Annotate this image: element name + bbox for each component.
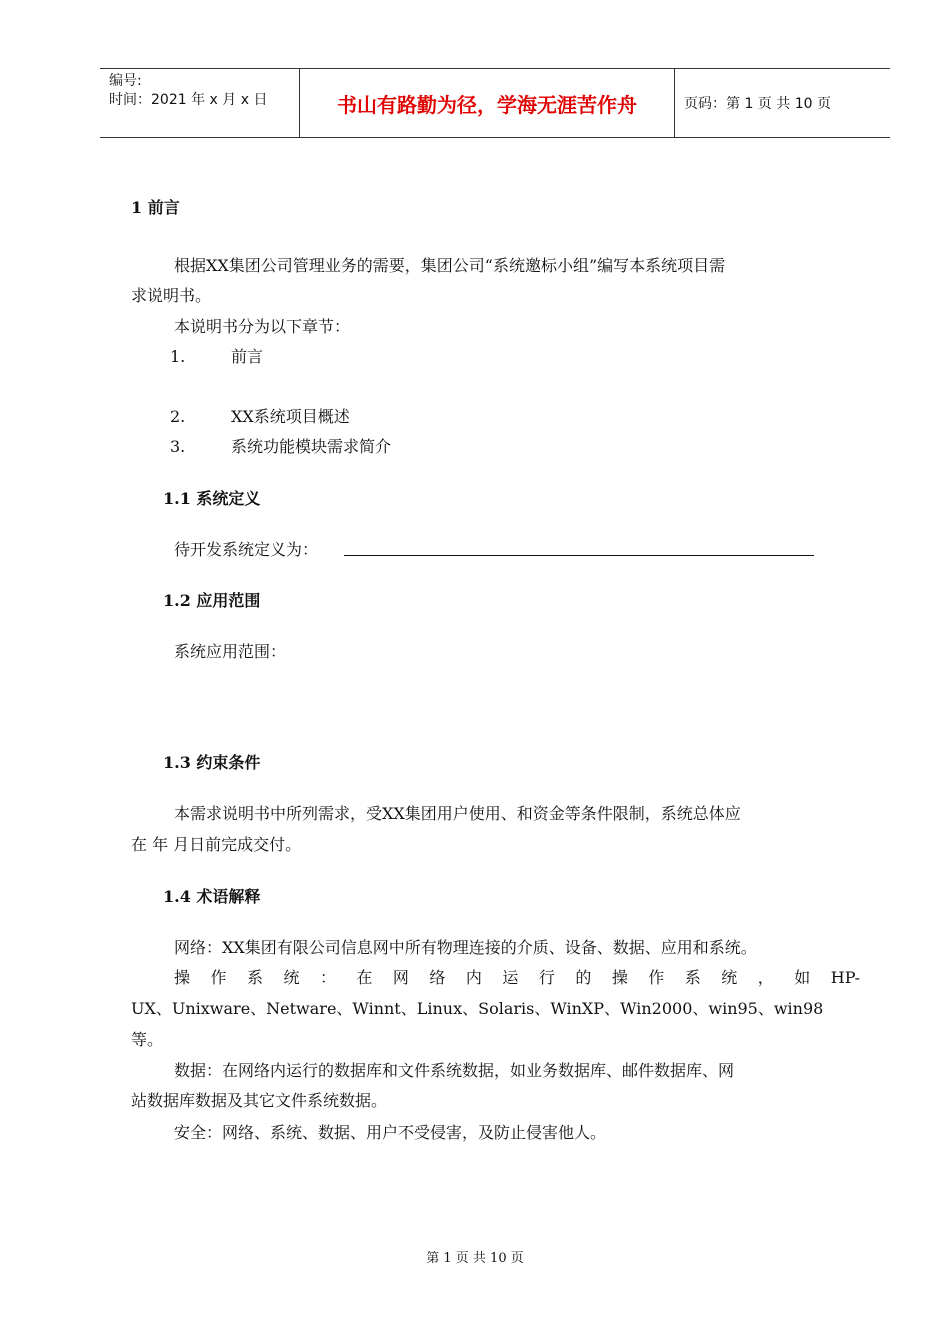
term-network: 网络：XX集团有限公司信息网中所有物理连接的介质、设备、数据、应用和系统。 — [174, 938, 757, 957]
chapters-intro: 本说明书分为以下章节： — [174, 317, 351, 336]
document-time-label: 时间：2021 年 x 月 x 日 — [109, 92, 268, 108]
system-definition-label: 待开发系统定义为： — [174, 540, 319, 559]
constraints-line2: 在 年 月日前完成交付。 — [131, 835, 302, 854]
constraints-line1: 本需求说明书中所列需求，受XX集团用户使用、和资金等条件限制，系统总体应 — [174, 804, 741, 823]
header-meta — [100, 69, 300, 137]
chapter-number-2: 2. — [170, 407, 186, 426]
document-number-label: 编号: — [109, 73, 142, 89]
chapter-number-1: 1. — [170, 347, 186, 366]
term-os-line3: 等。 — [131, 1030, 164, 1049]
chapter-label-1: 前言 — [231, 347, 264, 366]
preface-paragraph-line1: 根据XX集团公司管理业务的需要，集团公司“系统邀标小组”编写本系统项目需 — [174, 256, 726, 275]
section-heading-preface: 1 前言 — [131, 198, 180, 217]
page-header — [100, 68, 890, 138]
header-page-info: 页码：第 1 页 共 10 页 — [684, 96, 831, 112]
preface-paragraph-line2: 求说明书。 — [131, 286, 212, 305]
system-definition-blank — [344, 555, 814, 556]
term-security: 安全：网络、系统、数据、用户不受侵害，及防止侵害他人。 — [174, 1123, 607, 1142]
section-heading-application-scope: 1.2 应用范围 — [163, 591, 261, 610]
page-footer: 第 1 页 共 10 页 — [426, 1251, 524, 1266]
chapter-label-3: 系统功能模块需求简介 — [231, 437, 392, 456]
application-scope-label: 系统应用范围： — [174, 642, 287, 661]
section-heading-constraints: 1.3 约束条件 — [163, 753, 261, 772]
header-motto: 书山有路勤为径，学海无涯苦作舟 — [300, 69, 675, 137]
term-os-line2: UX、Unixware、Netware、Winnt、Linux、Solaris、WinXP、Win2000、win95、win98 — [131, 999, 824, 1018]
term-data-line2: 站数据库数据及其它文件系统数据。 — [131, 1091, 388, 1110]
term-os-line1: 操 作 系 统 ： 在 网 络 内 运 行 的 操 作 系 统 ， 如 HP- — [174, 968, 860, 987]
section-heading-terms: 1.4 术语解释 — [163, 887, 261, 906]
term-data-line1: 数据：在网络内运行的数据库和文件系统数据，如业务数据库、邮件数据库、网 — [174, 1061, 735, 1080]
chapter-label-2: XX系统项目概述 — [231, 407, 350, 426]
section-heading-system-definition: 1.1 系统定义 — [163, 489, 261, 508]
chapter-number-3: 3. — [170, 437, 186, 456]
